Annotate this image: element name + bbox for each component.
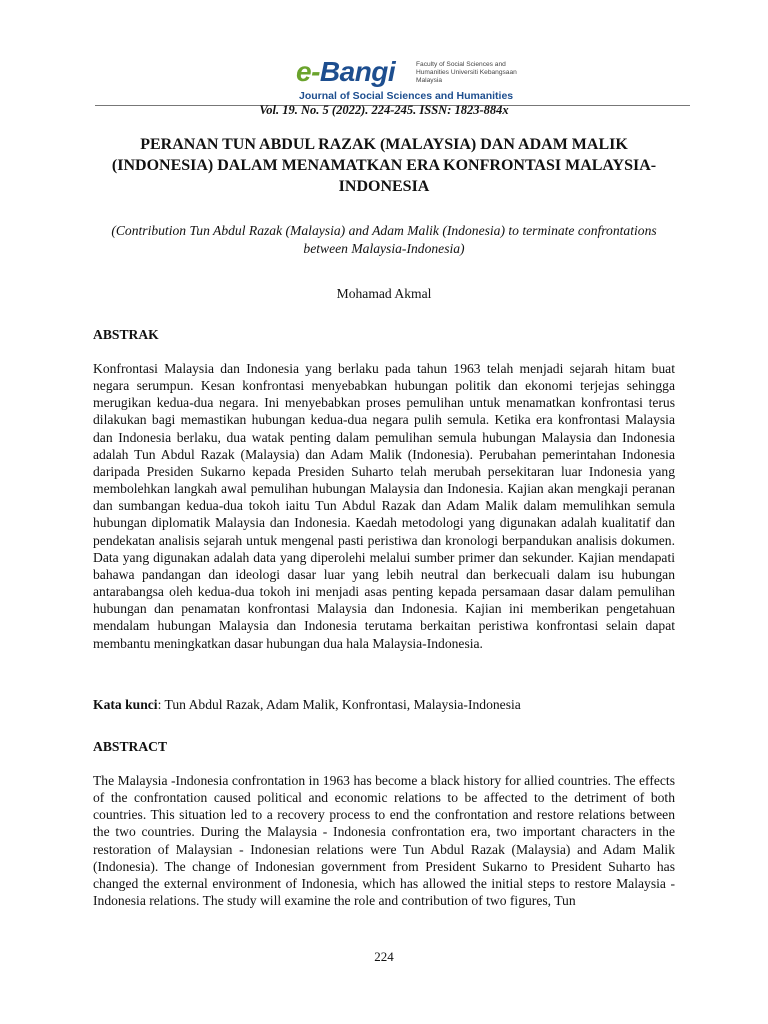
abstrak-body: Konfrontasi Malaysia dan Indonesia yang berlaku pada tahun 1963 telah menjadi sejarah hitam buat negara serumpun. Kesan konfrontasi menyebabkan hubungan politik dan ekonomi terjejas sehingga merugikan kedua-dua negara. Ini menyebabkan proses pemulihan untuk menamatkan konfrontasi terus dilakukan bagi memastikan hubungan kedua-dua negara pulih semula. Ketika era konfrontasi Malaysia dan Indonesia berlaku, dua watak penting dalam pemulihan semula hubungan Malaysia dan Indonesia adalah Tun Abdul Razak (Malaysia) dan Adam Malik (Indonesia). Perubahan pemerintahan Indonesia daripada Presiden Sukarno kepada Presiden Suharto telah merubah persekitaran luar Indonesia yang membolehkan langkah awal pemulihan hubungan Malaysia dan Indonesia. Kajian akan mengkaji peranan dan sumbangan kedua-dua tokoh iaitu Tun Abdul Razak dan Adam Malik dalam memulihkan semula hubungan diplomatik Malaysia dan Indonesia. Kaedah metodologi yang digunakan adalah kualitatif dan pendekatan analisis sejarah untuk mengenal pasti peristiwa dan kronologi berpandukan analisis dokumen. Data yang digunakan adalah data yang diperolehi melalui sumber primer dan sekunder. Kajian mendapati bahawa pandangan dan ideologi dasar luar yang lebih neutral dan berkecuali dalam isu hubungan antarabangsa oleh kedua-dua tokoh ini menjadi asas penting kepada persamaan dasar dalam pemulihan hubungan dan penamatan konfrontasi Malaysia dan Indonesia. Kajian ini memberikan pengetahuan mendalam hubungan Malaysia dan Indonesia terutama berkaitan peristiwa konfrontasi selain dapat membantu meningkatkan dasar hubungan dua hala Malaysia-Indonesia. <box>93 361 675 651</box>
logo-journal-name: Journal of Social Sciences and Humanities <box>299 90 514 102</box>
page-number: 224 <box>374 949 394 964</box>
abstrak-heading: ABSTRAK <box>93 327 159 342</box>
journal-logo <box>296 52 526 104</box>
keywords-line <box>93 697 521 713</box>
abstract-heading: ABSTRACT <box>93 739 168 754</box>
logo-faculty-text: Faculty of Social Sciences and Humanities Universiti Kebangsaan Malaysia <box>416 61 517 84</box>
article-title: PERANAN TUN ABDUL RAZAK (MALAYSIA) DAN ADAM MALIK (INDONESIA) DALAM MENAMATKAN ERA KONFRONTASI MALAYSIA-INDONESIA <box>111 136 657 195</box>
abstract-body: The Malaysia -Indonesia confrontation in 1963 has become a black history for allied countries. The effects of the confrontation caused political and economic relations to be affected to the detriment of both countries. This situation led to a recovery process to end the confrontation and restore relations between the two countries. During the Malaysia - Indonesia confrontation era, two important characters in the restoration of Malaysian - Indonesian relations were Tun Abdul Razak (Malaysia) and Adam Malik (Indonesia). The change of Indonesian government from President Sukarno to President Suharto has changed the external environment of Indonesia, which has allowed the initial steps to restore Malaysia -Indonesia relations. The study will examine the role and contribution of two figures, Tun <box>93 773 675 909</box>
logo-main: Bangi <box>319 56 396 87</box>
logo-wordmark <box>296 56 395 88</box>
volume-line: Vol. 19. No. 5 (2022). 224-245. ISSN: 1823-884x <box>259 103 509 117</box>
article-subtitle: (Contribution Tun Abdul Razak (Malaysia) and Adam Malik (Indonesia) to terminate confrontations between Malaysia-Indonesia) <box>111 223 657 256</box>
keywords-text: : Tun Abdul Razak, Adam Malik, Konfrontasi, Malaysia-Indonesia <box>157 697 521 712</box>
keywords-label: Kata kunci <box>93 697 158 712</box>
logo-prefix: e- <box>296 56 320 87</box>
author-name: Mohamad Akmal <box>336 286 432 301</box>
